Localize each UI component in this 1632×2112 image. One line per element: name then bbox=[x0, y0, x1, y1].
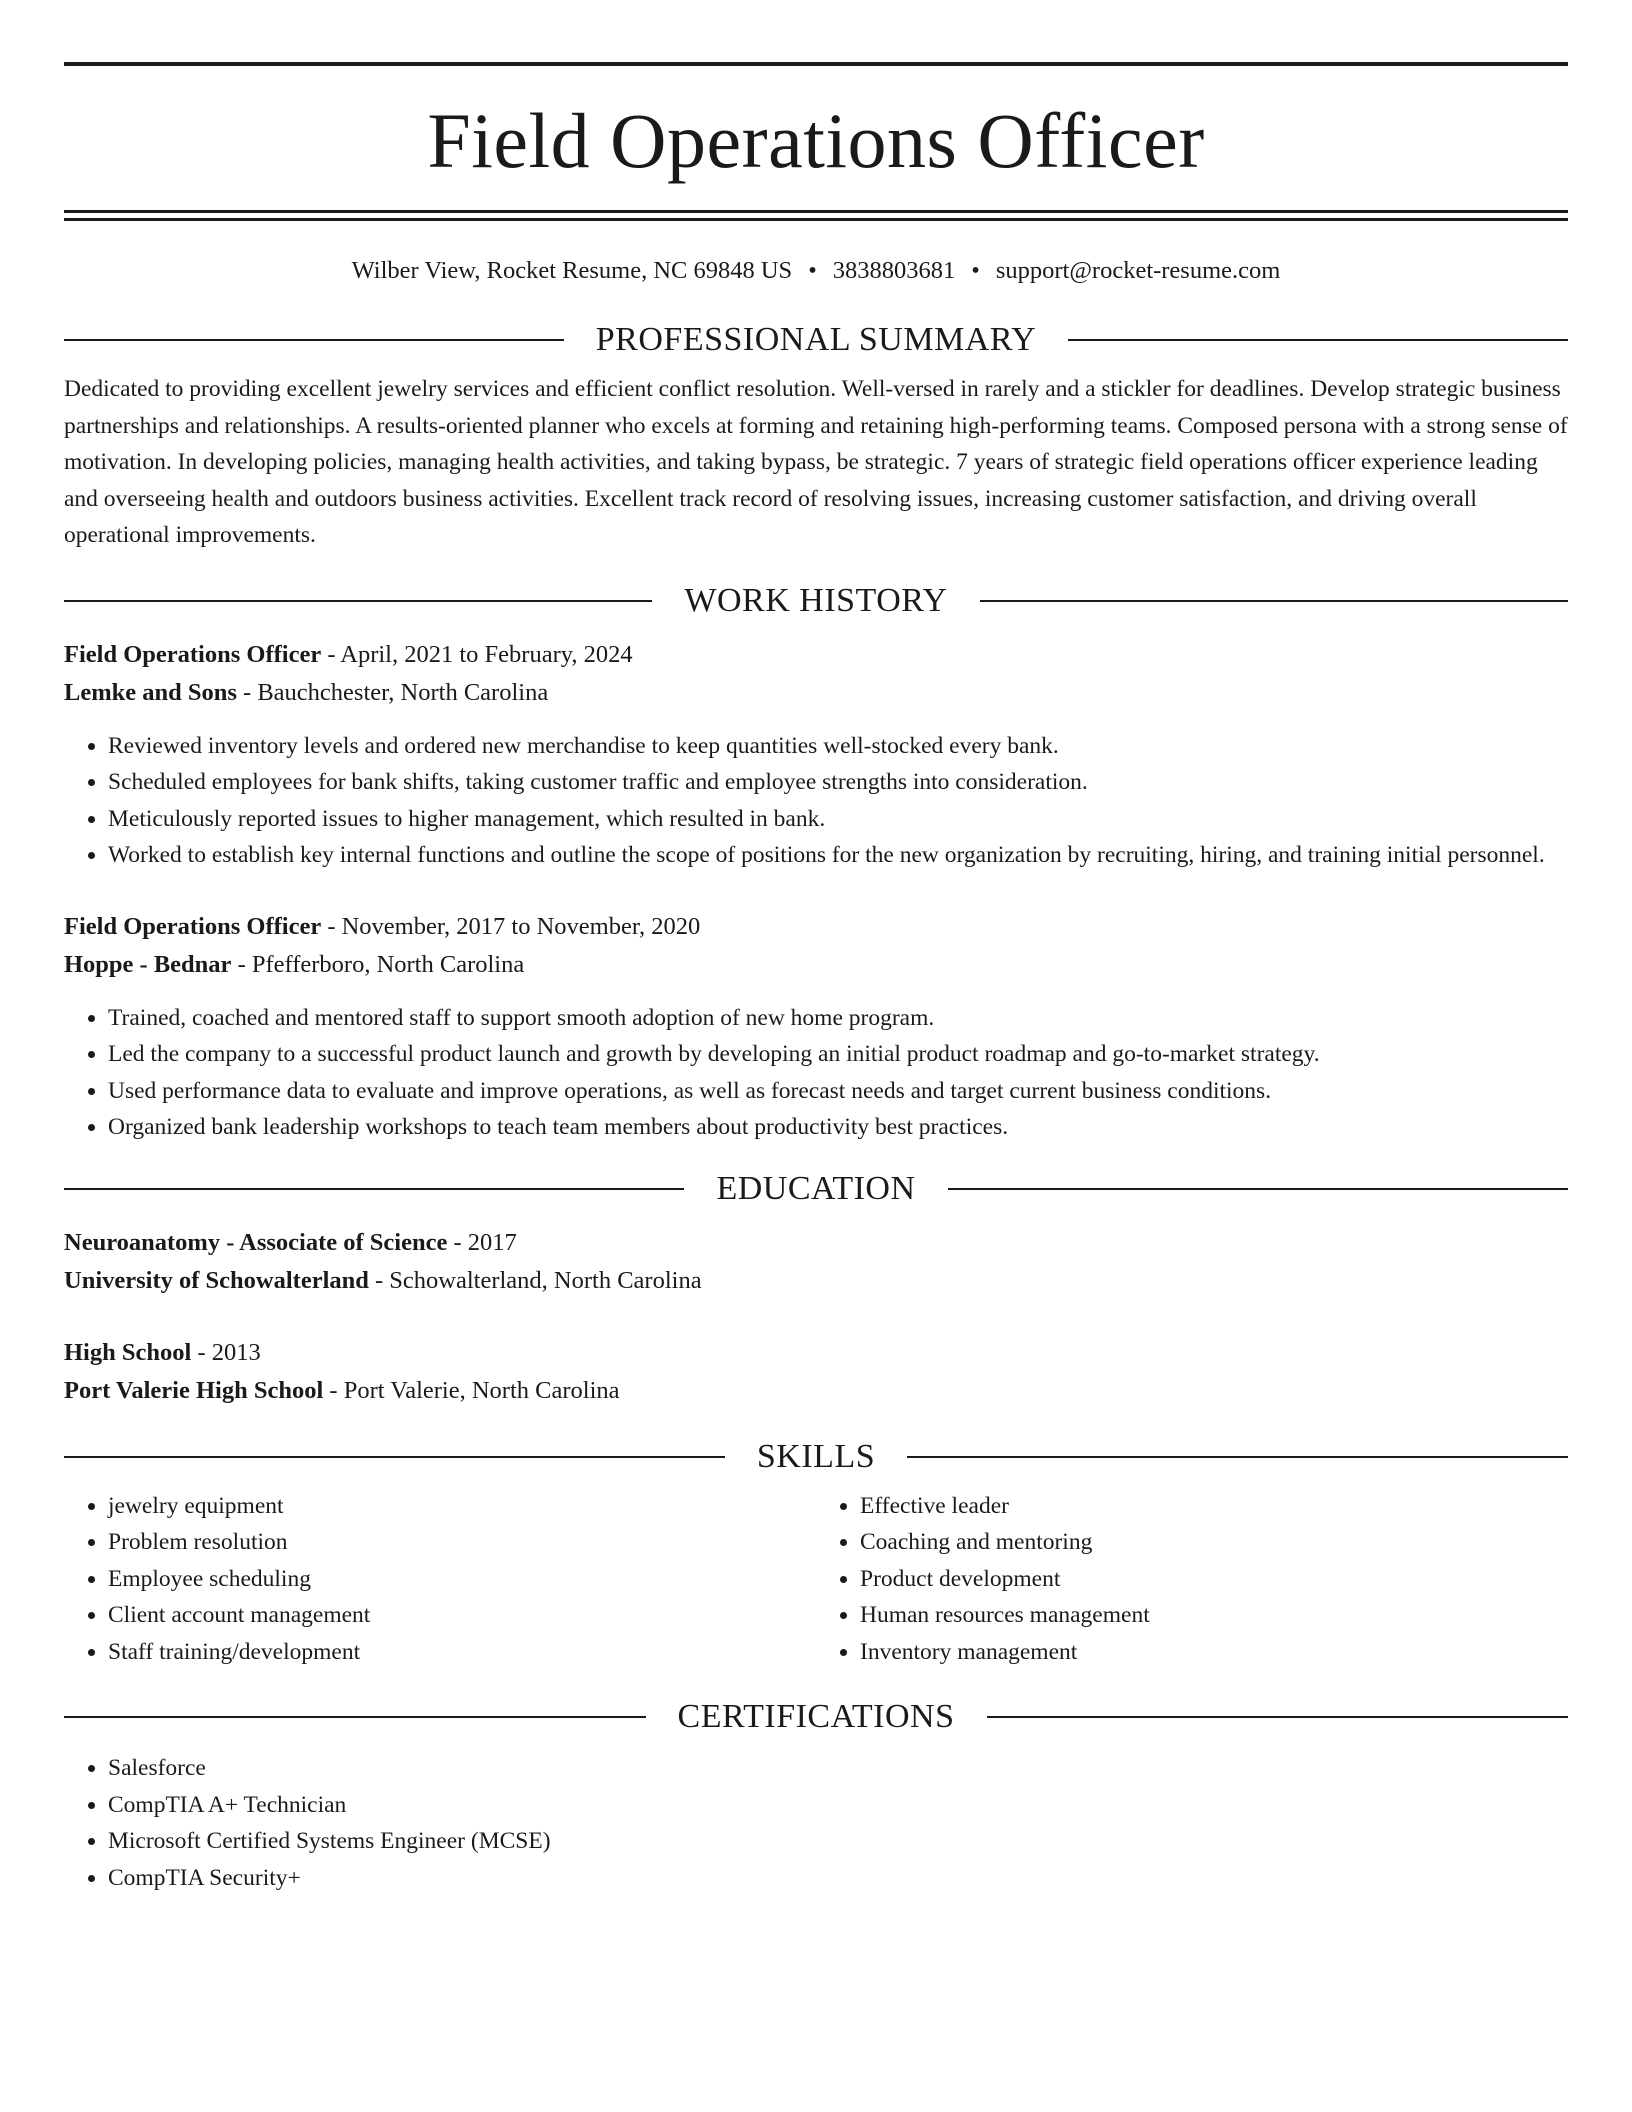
list-item: • Trained, coached and mentored staff to support smooth adoption of new home program. bbox=[108, 1000, 1568, 1037]
list-item: • Reviewed inventory levels and ordered new merchandise to keep quantities well-stocked every bank. bbox=[108, 728, 1568, 765]
skills-list-left bbox=[64, 1488, 816, 1671]
contact-line bbox=[64, 257, 1568, 285]
list-item: • CompTIA Security+ bbox=[108, 1860, 1568, 1897]
divider-line bbox=[64, 339, 564, 341]
education-year: - 2017 bbox=[447, 1228, 517, 1256]
list-item: • Client account management bbox=[108, 1597, 816, 1634]
list-item: • jewelry equipment bbox=[108, 1488, 816, 1525]
section-title-skills: SKILLS bbox=[756, 1437, 876, 1475]
education-school-line bbox=[64, 1262, 1568, 1300]
divider-line bbox=[907, 1456, 1568, 1458]
divider-line bbox=[1068, 339, 1568, 341]
section-title-work: WORK HISTORY bbox=[684, 581, 948, 619]
list-item: • Coaching and mentoring bbox=[860, 1524, 1568, 1561]
education-school: Port Valerie High School bbox=[64, 1376, 324, 1404]
list-item: • Worked to establish key internal functions and outline the scope of positions for the new organization by recruiting, hiring, and training initial personnel. bbox=[108, 837, 1568, 874]
education-year: - 2013 bbox=[191, 1338, 261, 1366]
education-degree: High School bbox=[64, 1338, 192, 1366]
list-item: • Effective leader bbox=[860, 1488, 1568, 1525]
work-company: Hoppe - Bednar bbox=[64, 950, 232, 978]
education-degree-line bbox=[64, 1334, 1568, 1372]
contact-separator: • bbox=[808, 257, 817, 284]
section-title-education: EDUCATION bbox=[716, 1169, 916, 1207]
work-role: Field Operations Officer bbox=[64, 912, 322, 940]
list-item: • Scheduled employees for bank shifts, taking customer traffic and employee strengths into consideration. bbox=[108, 764, 1568, 801]
work-company: Lemke and Sons bbox=[64, 678, 237, 706]
list-item: • Salesforce bbox=[108, 1750, 1568, 1787]
skills-list-right bbox=[816, 1488, 1568, 1671]
skills-columns bbox=[64, 1488, 1568, 1671]
resume-page bbox=[64, 0, 1568, 1896]
summary-text: Dedicated to providing excellent jewelry services and efficient conflict resolution. Well-versed in rarely and a stickler for deadlines. Develop strategic business partnerships and relationships. A results-oriented planner who excels at forming and retaining high-performing teams. Composed persona with a strong sense of motivation. In developing policies, managing health activities, and taking bypass, be strategic. 7 years of strategic field operations officer experience leading and overseeing health and outdoors business activities. Excellent track record of resolving issues, increasing customer satisfaction, and driving overall operational improvements. bbox=[64, 376, 1568, 548]
list-item: • Organized bank leadership workshops to teach team members about productivity best practices. bbox=[108, 1109, 1568, 1146]
work-entry bbox=[64, 908, 1568, 1146]
education-entry bbox=[64, 1334, 1568, 1410]
work-entry bbox=[64, 636, 1568, 874]
work-company-line bbox=[64, 946, 1568, 984]
list-item: • Used performance data to evaluate and improve operations, as well as forecast needs and target current business conditions. bbox=[108, 1073, 1568, 1110]
work-location: - Bauchchester, North Carolina bbox=[236, 678, 549, 706]
contact-separator: • bbox=[971, 257, 980, 284]
divider-line bbox=[64, 1456, 725, 1458]
resume-title: Field Operations Officer bbox=[427, 97, 1205, 184]
work-company-line bbox=[64, 674, 1568, 712]
work-bullets bbox=[64, 728, 1568, 874]
education-entry bbox=[64, 1224, 1568, 1300]
section-header-summary bbox=[64, 323, 1568, 357]
certifications-list bbox=[64, 1750, 1568, 1896]
title-double-rule bbox=[64, 210, 1568, 221]
education-location: - Port Valerie, North Carolina bbox=[323, 1376, 620, 1404]
list-item: • CompTIA A+ Technician bbox=[108, 1787, 1568, 1824]
divider-line bbox=[64, 600, 652, 602]
section-title-certifications: CERTIFICATIONS bbox=[677, 1698, 955, 1735]
education-degree: Neuroanatomy - Associate of Science bbox=[64, 1228, 448, 1256]
list-item: • Employee scheduling bbox=[108, 1561, 816, 1598]
divider-line bbox=[987, 1716, 1569, 1718]
divider-line bbox=[64, 1716, 646, 1718]
work-dates: - April, 2021 to February, 2024 bbox=[321, 640, 633, 668]
list-item: • Staff training/development bbox=[108, 1634, 816, 1671]
work-role-line bbox=[64, 908, 1568, 946]
work-role-line bbox=[64, 636, 1568, 674]
section-title-summary: PROFESSIONAL SUMMARY bbox=[595, 321, 1037, 358]
contact-email: support@rocket-resume.com bbox=[995, 257, 1281, 284]
contact-phone: 3838803681 bbox=[832, 257, 956, 284]
list-item: • Led the company to a successful product launch and growth by developing an initial product roadmap and go-to-market strategy. bbox=[108, 1036, 1568, 1073]
work-role: Field Operations Officer bbox=[64, 640, 322, 668]
education-location: - Schowalterland, North Carolina bbox=[368, 1266, 702, 1294]
work-dates: - November, 2017 to November, 2020 bbox=[321, 912, 701, 940]
list-item: • Problem resolution bbox=[108, 1524, 816, 1561]
list-item: • Inventory management bbox=[860, 1634, 1568, 1671]
education-degree-line bbox=[64, 1224, 1568, 1262]
section-header-certifications bbox=[64, 1700, 1568, 1734]
divider-line bbox=[64, 1188, 684, 1190]
section-header-skills bbox=[64, 1437, 1568, 1475]
work-bullets bbox=[64, 1000, 1568, 1146]
list-item: • Human resources management bbox=[860, 1597, 1568, 1634]
section-header-work bbox=[64, 581, 1568, 619]
contact-address: Wilber View, Rocket Resume, NC 69848 US bbox=[351, 257, 793, 284]
list-item: • Meticulously reported issues to higher management, which resulted in bank. bbox=[108, 801, 1568, 838]
divider-line bbox=[980, 600, 1568, 602]
work-location: - Pfefferboro, North Carolina bbox=[231, 950, 525, 978]
list-item: • Product development bbox=[860, 1561, 1568, 1598]
education-school-line bbox=[64, 1372, 1568, 1410]
divider-line bbox=[948, 1188, 1568, 1190]
list-item: • Microsoft Certified Systems Engineer (MCSE) bbox=[108, 1823, 1568, 1860]
education-school: University of Schowalterland bbox=[64, 1266, 369, 1294]
section-header-education bbox=[64, 1169, 1568, 1207]
